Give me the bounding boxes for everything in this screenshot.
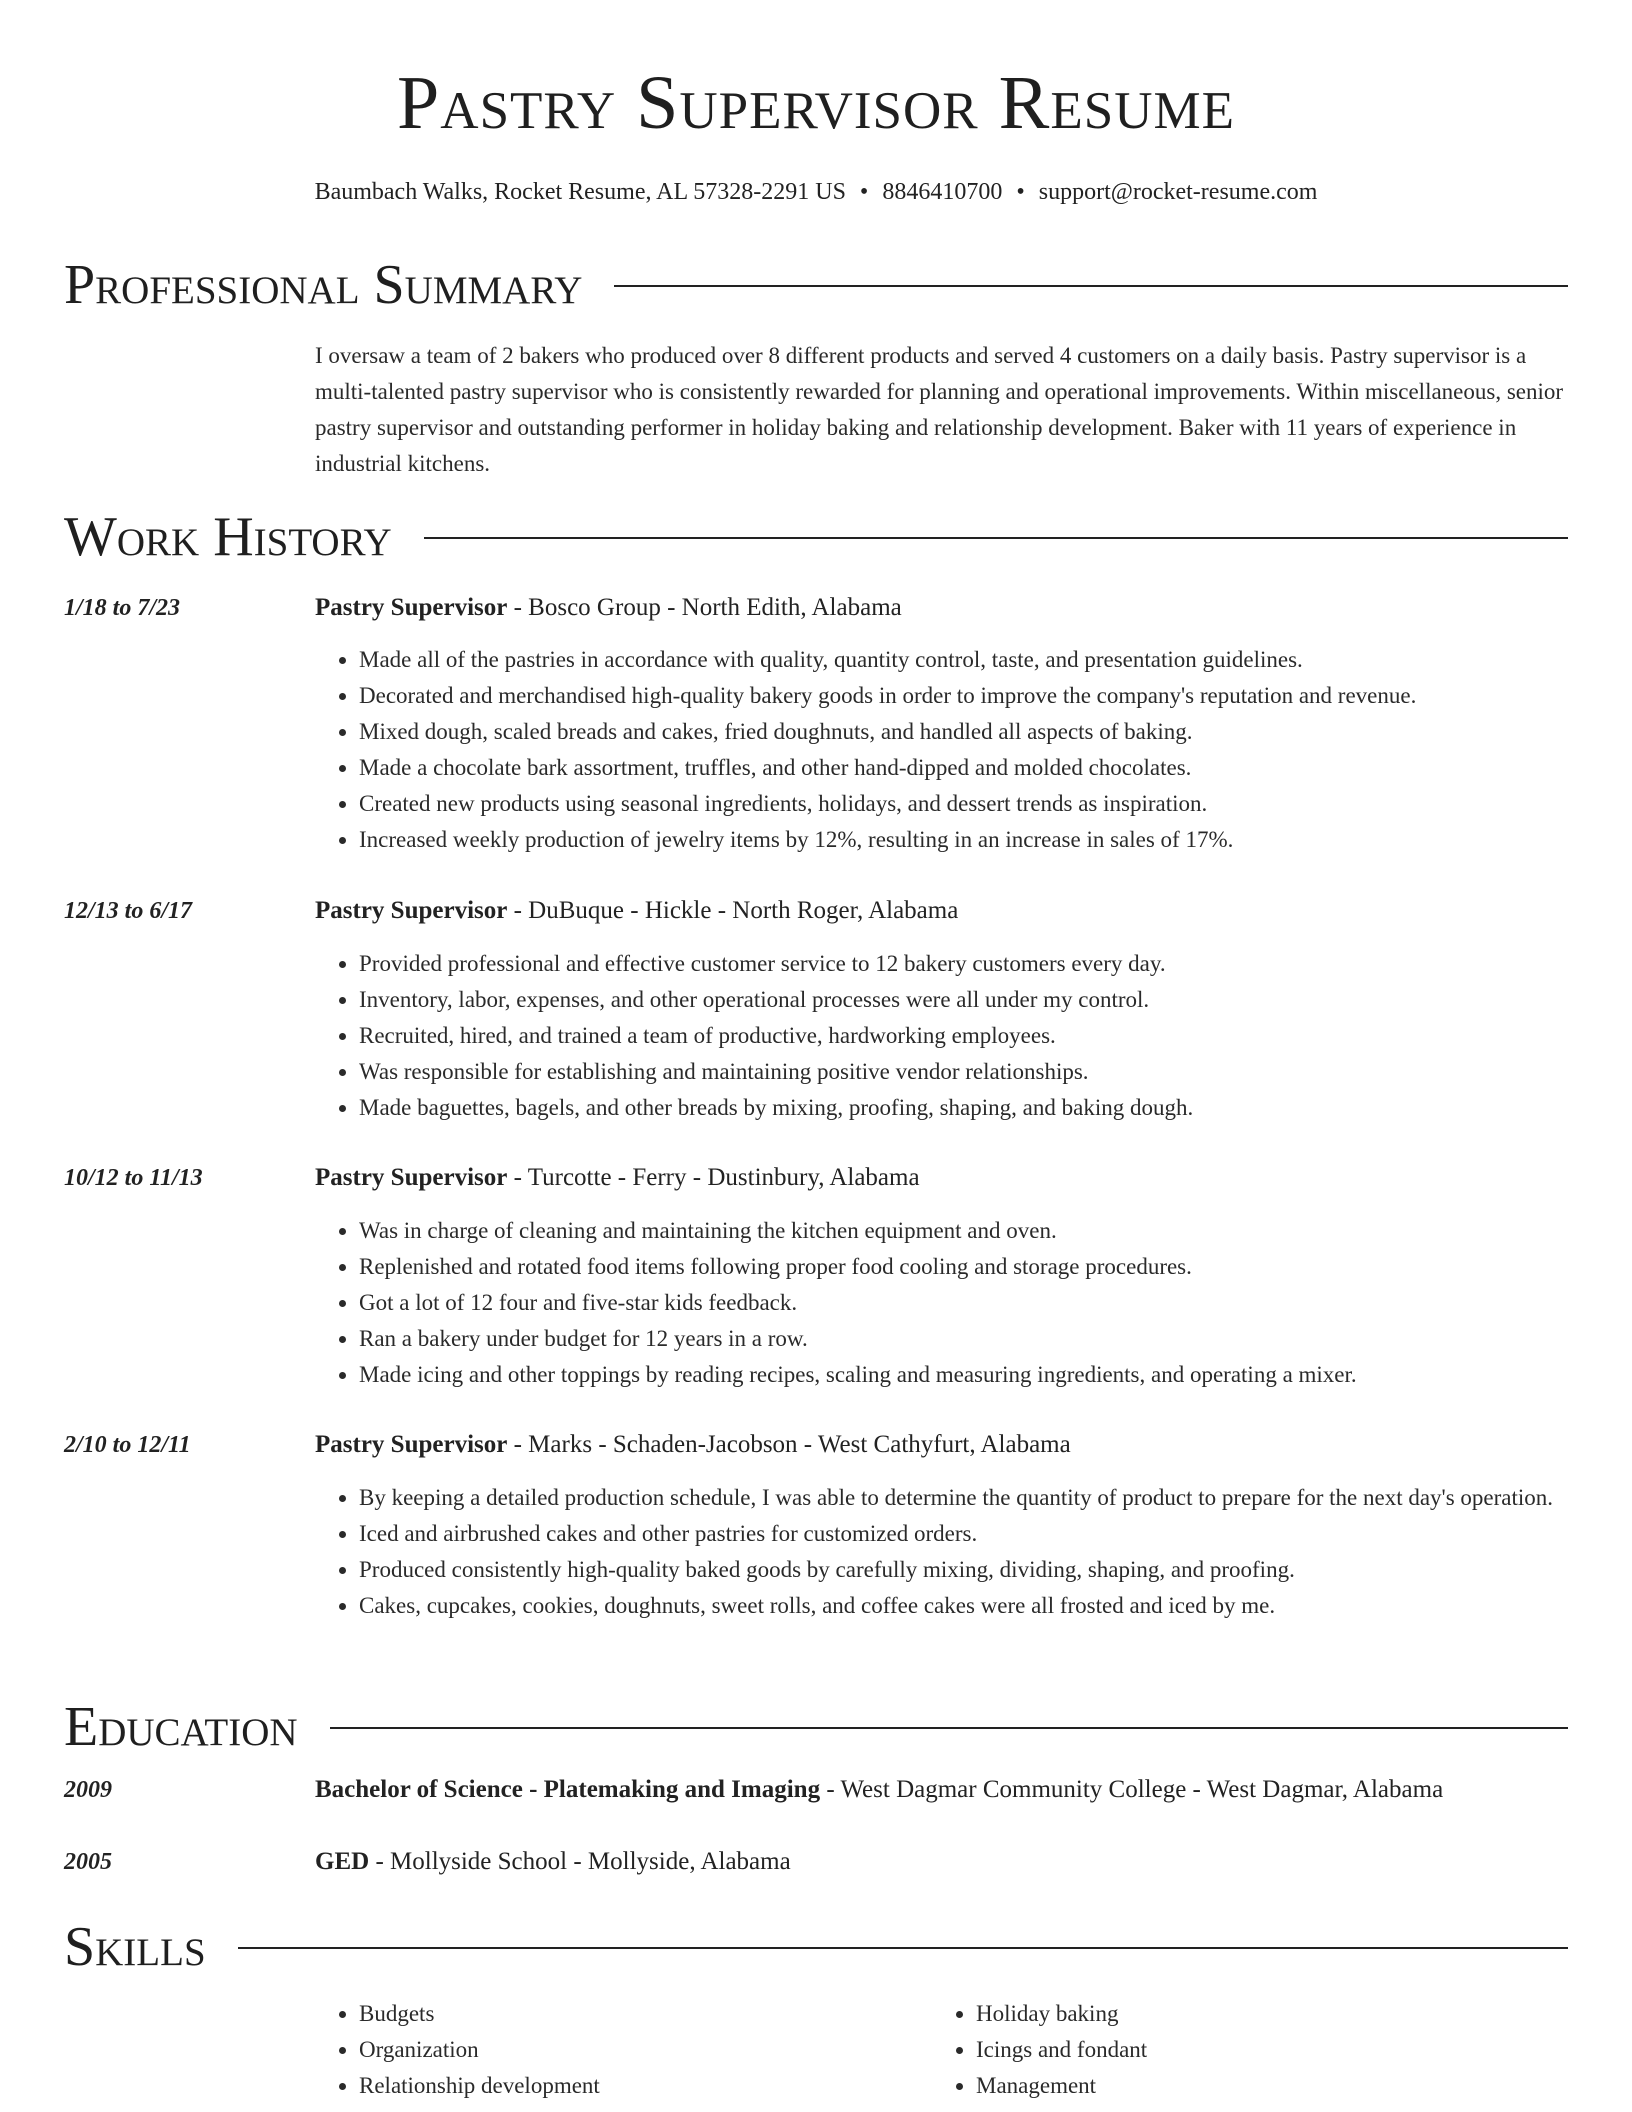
list-item: • Got a lot of 12 four and five-star kids feedback.	[359, 1285, 1568, 1321]
list-item: • Decorated and merchandised high-quality bakery goods in order to improve the company's reputation and revenue.	[359, 678, 1568, 714]
list-item: • Created new products using seasonal ingredients, holidays, and dessert trends as inspiration.	[359, 786, 1568, 822]
job-dates: 10/12 to 11/13	[64, 1165, 203, 1191]
contact-email: support@rocket-resume.com	[1038, 179, 1318, 205]
job-header	[315, 1160, 1568, 1196]
list-item: • Ran a bakery under budget for 12 years in a row.	[359, 1321, 1568, 1357]
job-title: Pastry Supervisor	[315, 897, 508, 924]
list-item: • Produced consistently high-quality baked goods by carefully mixing, dividing, shaping, and proofing.	[359, 1552, 1568, 1588]
job-header	[315, 893, 1568, 929]
education-school: - West Dagmar Community College - West Dagmar, Alabama	[820, 1776, 1444, 1803]
list-item: • Recruited, hired, and trained a team of productive, hardworking employees.	[359, 1018, 1568, 1054]
skills-list-left	[315, 1996, 600, 2104]
summary-text: I oversaw a team of 2 bakers who produced over 8 different products and served 4 customers on a daily basis. Pastry supervisor is a multi-talented pastry supervisor who is consistently rewarded for planning and operational improvements. Within miscellaneous, senior pastry supervisor and outstanding performer in holiday baking and relationship development. Baker with 11 years of experience in industrial kitchens.	[315, 343, 1564, 476]
skill-item: • Icings and fondant	[976, 2032, 1147, 2068]
education-degree: GED	[315, 1848, 370, 1875]
list-item: • Increased weekly production of jewelry items by 12%, resulting in an increase in sales of 17%.	[359, 822, 1568, 858]
education-year: 2009	[64, 1777, 112, 1803]
contact-phone: 8846410700	[882, 179, 1003, 205]
list-item: • Was responsible for establishing and maintaining positive vendor relationships.	[359, 1054, 1568, 1090]
list-item: • Replenished and rotated food items following proper food cooling and storage procedures.	[359, 1249, 1568, 1285]
contact-separator: •	[1016, 179, 1025, 205]
job-duties	[315, 642, 1568, 858]
education-entry	[315, 1844, 1568, 1880]
list-item: • Cakes, cupcakes, cookies, doughnuts, sweet rolls, and coffee cakes were all frosted and iced by me.	[359, 1588, 1568, 1624]
job-title: Pastry Supervisor	[315, 594, 508, 621]
job-duties	[315, 1480, 1568, 1624]
skill-item: • Holiday baking	[976, 1996, 1147, 2032]
contact-separator: •	[859, 179, 869, 205]
section-title: Education	[64, 1696, 298, 1758]
education-degree: Bachelor of Science - Platemaking and Imaging	[315, 1776, 821, 1803]
list-item: • Iced and airbrushed cakes and other pastries for customized orders.	[359, 1516, 1568, 1552]
job-header	[315, 590, 1568, 626]
section-title: Skills	[64, 1916, 206, 1978]
job-dates: 2/10 to 12/11	[64, 1432, 191, 1458]
section-heading-summary	[64, 250, 1568, 320]
education-school: - Mollyside School - Mollyside, Alabama	[369, 1848, 791, 1875]
job-duties	[315, 1213, 1568, 1393]
education-entry	[315, 1772, 1568, 1808]
skill-item: • Relationship development	[359, 2068, 600, 2104]
job-employer: - Turcotte - Ferry - Dustinbury, Alabama	[507, 1164, 920, 1191]
list-item: • Made all of the pastries in accordance with quality, quantity control, taste, and presentation guidelines.	[359, 642, 1568, 678]
list-item: • Made icing and other toppings by reading recipes, scaling and measuring ingredients, and operating a mixer.	[359, 1357, 1568, 1393]
skill-item: • Budgets	[359, 1996, 600, 2032]
job-employer: - DuBuque - Hickle - North Roger, Alabama	[507, 897, 959, 924]
job-dates: 12/13 to 6/17	[64, 898, 193, 924]
list-item: • Provided professional and effective customer service to 12 bakery customers every day.	[359, 946, 1568, 982]
skill-item: • Organization	[359, 2032, 600, 2068]
contact-address: Baumbach Walks, Rocket Resume, AL 57328-2291 US	[314, 179, 846, 205]
section-title: Professional Summary	[64, 254, 583, 316]
list-item: • Made baguettes, bagels, and other breads by mixing, proofing, shaping, and baking dough.	[359, 1090, 1568, 1126]
list-item: • Was in charge of cleaning and maintaining the kitchen equipment and oven.	[359, 1213, 1568, 1249]
section-divider	[238, 1947, 1568, 1949]
resume-title: Pastry Supervisor Resume	[397, 61, 1235, 145]
skills-list-right	[932, 1996, 1147, 2104]
job-title: Pastry Supervisor	[315, 1431, 508, 1458]
job-header	[315, 1427, 1568, 1463]
section-heading-skills	[64, 1912, 1568, 1982]
contact-line	[0, 176, 1632, 208]
section-divider	[614, 285, 1568, 287]
list-item: • Mixed dough, scaled breads and cakes, fried doughnuts, and handled all aspects of baking.	[359, 714, 1568, 750]
section-heading-education	[64, 1692, 1568, 1762]
section-title: Work History	[64, 506, 392, 568]
skill-item: • Management	[976, 2068, 1147, 2104]
job-dates: 1/18 to 7/23	[64, 595, 181, 621]
section-divider	[424, 537, 1568, 539]
list-item: • By keeping a detailed production schedule, I was able to determine the quantity of product to prepare for the next day's operation.	[359, 1480, 1568, 1516]
job-duties	[315, 946, 1568, 1126]
job-employer: - Marks - Schaden-Jacobson - West Cathyfurt, Alabama	[507, 1431, 1071, 1458]
list-item: • Inventory, labor, expenses, and other operational processes were all under my control.	[359, 982, 1568, 1018]
job-employer: - Bosco Group - North Edith, Alabama	[507, 594, 902, 621]
section-divider	[330, 1727, 1568, 1729]
section-heading-work-history	[64, 502, 1568, 572]
education-year: 2005	[64, 1849, 112, 1875]
list-item: • Made a chocolate bark assortment, truffles, and other hand-dipped and molded chocolates.	[359, 750, 1568, 786]
job-title: Pastry Supervisor	[315, 1164, 508, 1191]
